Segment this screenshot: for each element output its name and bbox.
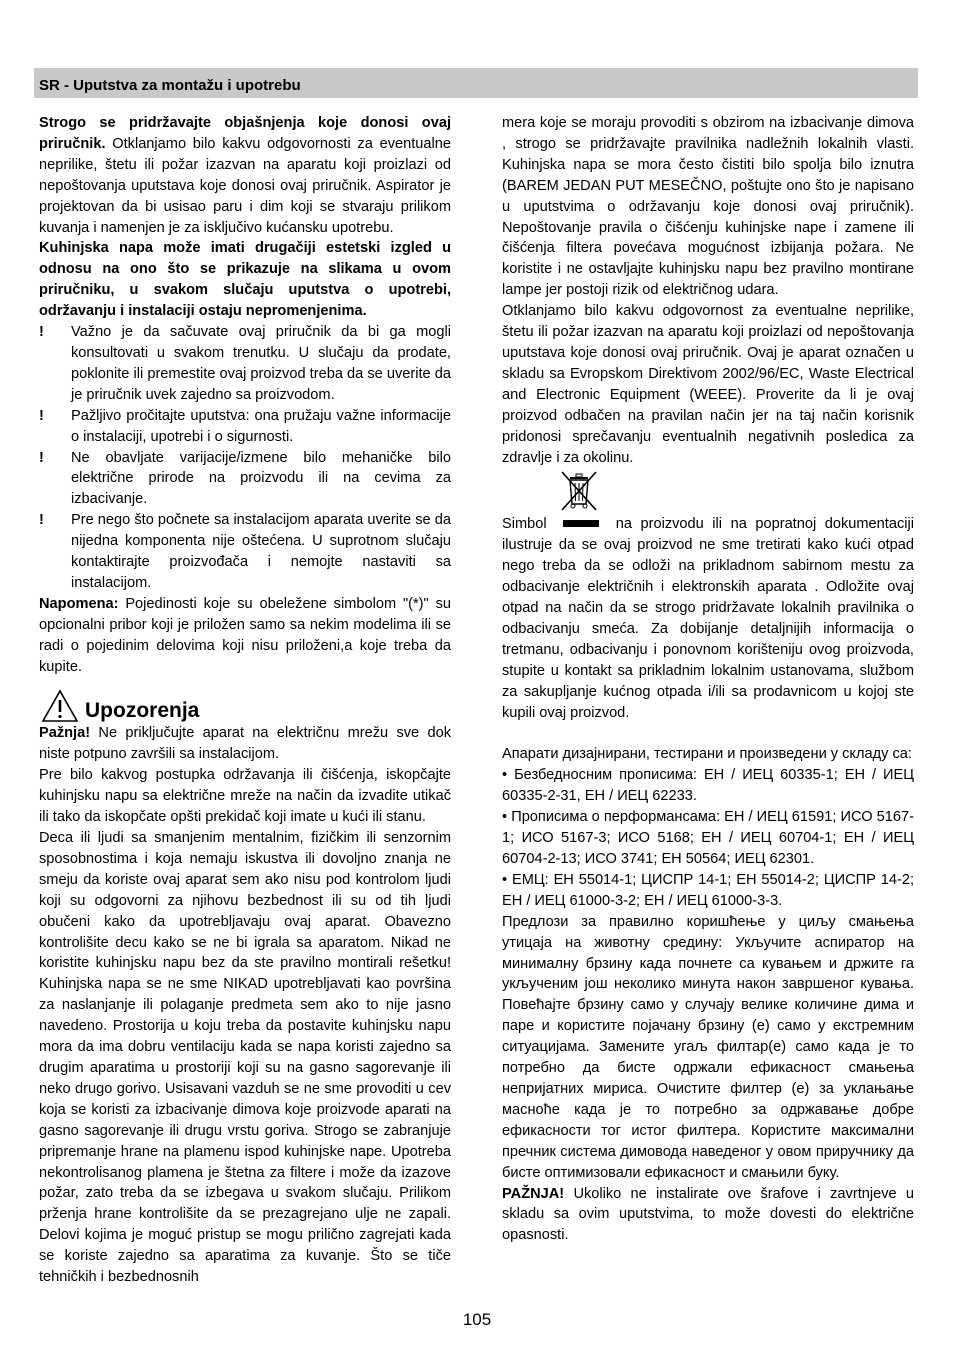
- bullet-marker: !: [39, 449, 44, 466]
- warnings-title: Upozorenja: [85, 699, 200, 723]
- warning-triangle-icon: [41, 689, 79, 723]
- bullet-text: Pre nego što počnete sa instalacijom aparata uverite se da nijedna komponenta nije oštećena. U suprotnom slučaju kontaktirajte proizvođača i nemojte nastaviti sa instalacijom.: [71, 512, 451, 591]
- attention-text: Ne priključujte aparat na električnu mrežu sve dok niste potpuno završili sa instalacijom.: [39, 725, 451, 763]
- section-header: [34, 68, 918, 98]
- symbol-bar: [563, 520, 599, 527]
- cyrillic-item: • Прописима о перформансама: ЕН / ИЕЦ 61591; ИСО 5167-1; ИСО 5167-3; ИСО 5168; ЕН / ИЕЦ 60704-1; ЕН / ИЕЦ 60704-2-13; ИСО 3741; ЕН 50564; ИЕЦ 62301.: [502, 809, 914, 867]
- note-text: Pojedinosti koje su obeležene simbolom "(*)" su opcionalni pribor koji je priložen samo sa nekim modelima ili se radi o pojedinim delovima koji nisu priloženi,a koje treba da kupite.: [39, 595, 451, 675]
- intro-paragraph: [39, 113, 451, 238]
- safety-paragraph: Deca ili ljudi sa smanjenim mentalnim, fizičkim ili senzornim sposobnostima i koja nemaju iskustva ili dovoljno znanja ne smeju da koriste ovaj aparat sem ako nisu pod kontrolom ljudi koji su odgovorni za njihovu bezbednost ili su od tih ljudi obučeni kako da upotrebljavaju ovaj aparat. Obavezno kontrolišite decu kako se ne bi igrala sa aparatom. Nikad ne koristite kuhinjsku napu bez da ste pravilno montirali rešetku! Kuhinjska napa se ne sme NIKAD upotrebljavati kao površina za naslanjanje ili polaganje predmeta sem ako to nije jasno navedeno. Prostorija u koju treba da postavite kuhinjsku napu mora da ima dobru ventilaciju kada se napa koristi zajedno sa drugim aparatima u prostoriji koji su na gasno sagorevanje ili neko drugo gorivo. Usisavani vazduh se ne sme provoditi u cev koja se koristi za izbacivanje dimova koje proizvode aparati na gasno sagorevanje ili drugu vrstu goriva. Strogo se zabranjuje pripremanje hrane na plamenu ispod kuhinjske nape. Upotreba nekontrolisanog plamena je štetna za filtere i može da izazove požar, zato treba da se izbegava u svakom slučaju. Prilikom prženja hrane kontrolišite da se prezagrejano ulje ne zapali. Delovi kojima je moguć pristup se mogu prilično zagrejati kada se koriste zajedno sa aparatima za kuvanje. Što se tiče tehničkih i bezbednosnih: [39, 830, 451, 1286]
- symbol-text: na proizvodu ili na popratnoj dokumentaciji ilustruje da se ovaj proizvod ne sme tretirati kako kući otpad nego treba da se odloži na prikladnom sabirnom mestu za odbacivanje električnih i elektronskih aparata . Odložite ovaj otpad na način da se strogo pridržavate lokalnih pravilnika o odbacivanju smeća. Za dobijanje detaljnijih informacija o tretmanu, odbacivanju i ponovnom korišteniju ovog proizvoda, stupite u kontakt sa prikladnim lokalnim ustanovama, službom za sakupljanje kućnog otpada i/ili sa prodavnicom u kojoj ste kupili ovaj proizvod.: [502, 516, 914, 721]
- final-warning: [502, 1184, 914, 1247]
- page-number: 105: [462, 1310, 492, 1329]
- cyrillic-paragraph: Предлози за правилно коришћење у циљу смањења утицаја на животну средину: Укључите аспиратор на минималну брзину када почнете са кувањем и држите га укљученим још неколико минута након завршеног кувања. Повећајте брзину само у случају велике количине дима и паре и користите појачану брзину (е) само у екстремним ситуацијама. Замените угаљ филтар(е) само када је то потребно да бисте одржали ефикасност смањења непријатних мириса. Очистите филтер (е) за уклањање масноће када је то потребно за одржавање добре ефикасности тог истог филтера. Користите максимални пречник система димовода наведеног у овом приручнику да бисте оптимизовали ефикасност и смањили буку.: [502, 913, 914, 1181]
- attention-paragraph: [39, 723, 451, 765]
- bullet-item: [39, 406, 451, 448]
- final-label: PAŽNJA!: [502, 1185, 565, 1202]
- section-title: SR - Uputstva za montažu i upotrebu: [39, 77, 301, 94]
- cyrillic-item: • Безбедносним прописима: ЕН / ИЕЦ 60335-1; ЕН / ИЕЦ 60335-2-31, ЕН / ИЕЦ 62233.: [502, 767, 914, 805]
- bullet-text: Ne obavljate varijacije/izmene bilo mehaničke bilo električne prirode na proizvodu ili na cevima za izbacivanje.: [71, 449, 451, 508]
- bullet-text: Važno je da sačuvate ovaj priručnik da bi ga mogli konsultovati u svakom trenutku. U slučaju da prodate, poklonite ili premestite ovaj proizvod treba da se uverite da je priručnik uvek zajedno sa proizvodom.: [71, 324, 451, 403]
- note-label: Napomena:: [39, 595, 119, 612]
- cyrillic-item: • ЕМЦ: ЕН 55014-1; ЦИСПР 14-1; ЕН 55014-2; ЦИСПР 14-2; ЕН / ИЕЦ 61000-3-2; ЕН / ИЕЦ 61000-3-3.: [502, 871, 914, 909]
- bullet-item: [39, 448, 451, 511]
- bullet-text: Pažljivo pročitajte uputstva: ona pružaju važne informacije o instalaciji, upotrebi i o sigurnosti.: [71, 407, 451, 445]
- bullet-marker: !: [39, 512, 44, 529]
- weee-symbol-row: [502, 468, 914, 514]
- disconnect-paragraph: Pre bilo kakvog postupka održavanja ili čišćenja, iskopčajte kuhinjsku napu sa električne mreže na način da izvadite utikač ili tako da iskopčate opšti prekidač koji imate u kući ili stanu.: [39, 767, 451, 826]
- bold-paragraph: Kuhinjska napa može imati drugačiji estetski izgled u odnosu na ono što se prikazuje na slikama u ovom priručniku, u svakom slučaju uputstva o upotrebi, održavanju i instalaciji ostaju nepromenjenima.: [39, 240, 451, 320]
- intro-text: Otklanjamo bilo kakvu odgovornosti za eventualne neprilike, štetu ili požar izazvan na aparatu koji proizlazi od nepoštovanja uputstava koje donosi ovaj priručnik. Aspirator je projektovan da bi usisao paru i dim koji se stvaraju prilikom kuvanja i namenjen je za isključivo kućansku upotrebu.: [39, 135, 451, 236]
- continued-paragraph: mera koje se moraju provoditi s obzirom na izbacivanje dimova , strogo se pridržavajte pravilnika nadležnih lokalnih vlasti. Kuhinjska napa se mora često čistiti bilo spolja bilo iznutra (BAREM JEDAN PUT MESEČNO, poštujte ono što je napisano u uputstvima o održavanju koje donosi ovaj priručnik). Nepoštovanje pravila o čišćenju kuhinjske nape i zamene ili čišćenja filtera povećava mogućnost izbijanja požara. Ne koristite i ne ostavljajte kuhinjsku napu bez pravilno montirane lampe jer postoji rizik od električnog udara.: [502, 115, 914, 299]
- bullet-item: [39, 510, 451, 594]
- bullet-item: [39, 322, 451, 406]
- left-column: [39, 113, 451, 1288]
- right-column: [502, 113, 914, 1246]
- symbol-paragraph: [502, 514, 914, 723]
- weee-paragraph: Otklanjamo bilo kakvu odgovornost za eventualne neprilike, štetu ili požar izazvan na aparatu koji proizlazi od nepoštovanja uputstava koje donosi ovaj priručnik. Ovaj je aparat označen u skladu sa Evropskom Direktivom 2002/96/EC, Waste Electrical and Electronic Equipment (WEEE). Proverite da li je ovaj proizvod odbačen na pravilan način jer na taj način korisnik pridonosi sprečavanju eventualnih negativnih posledica za zdravlje i za okolinu.: [502, 303, 914, 466]
- cyrillic-intro: Апарати дизајнирани, тестирани и произведени у складу са:: [502, 746, 912, 763]
- note-paragraph: [39, 594, 451, 678]
- bullet-marker: !: [39, 407, 44, 424]
- bullet-marker: !: [39, 324, 44, 341]
- intro-bold: Strogo se pridržavajte objašnjenja koje donosi ovaj priručnik.: [39, 115, 451, 152]
- symbol-word: Simbol: [502, 516, 547, 533]
- crossed-bin-icon: [556, 468, 602, 514]
- attention-label: Pažnja!: [39, 725, 91, 742]
- spacer: [502, 723, 914, 744]
- warnings-heading: [39, 677, 451, 723]
- final-text: Ukoliko ne instalirate ove šrafove i zavrtnjeve u skladu sa ovim uputstvima, to može dovesti do električne opasnosti.: [502, 1185, 914, 1244]
